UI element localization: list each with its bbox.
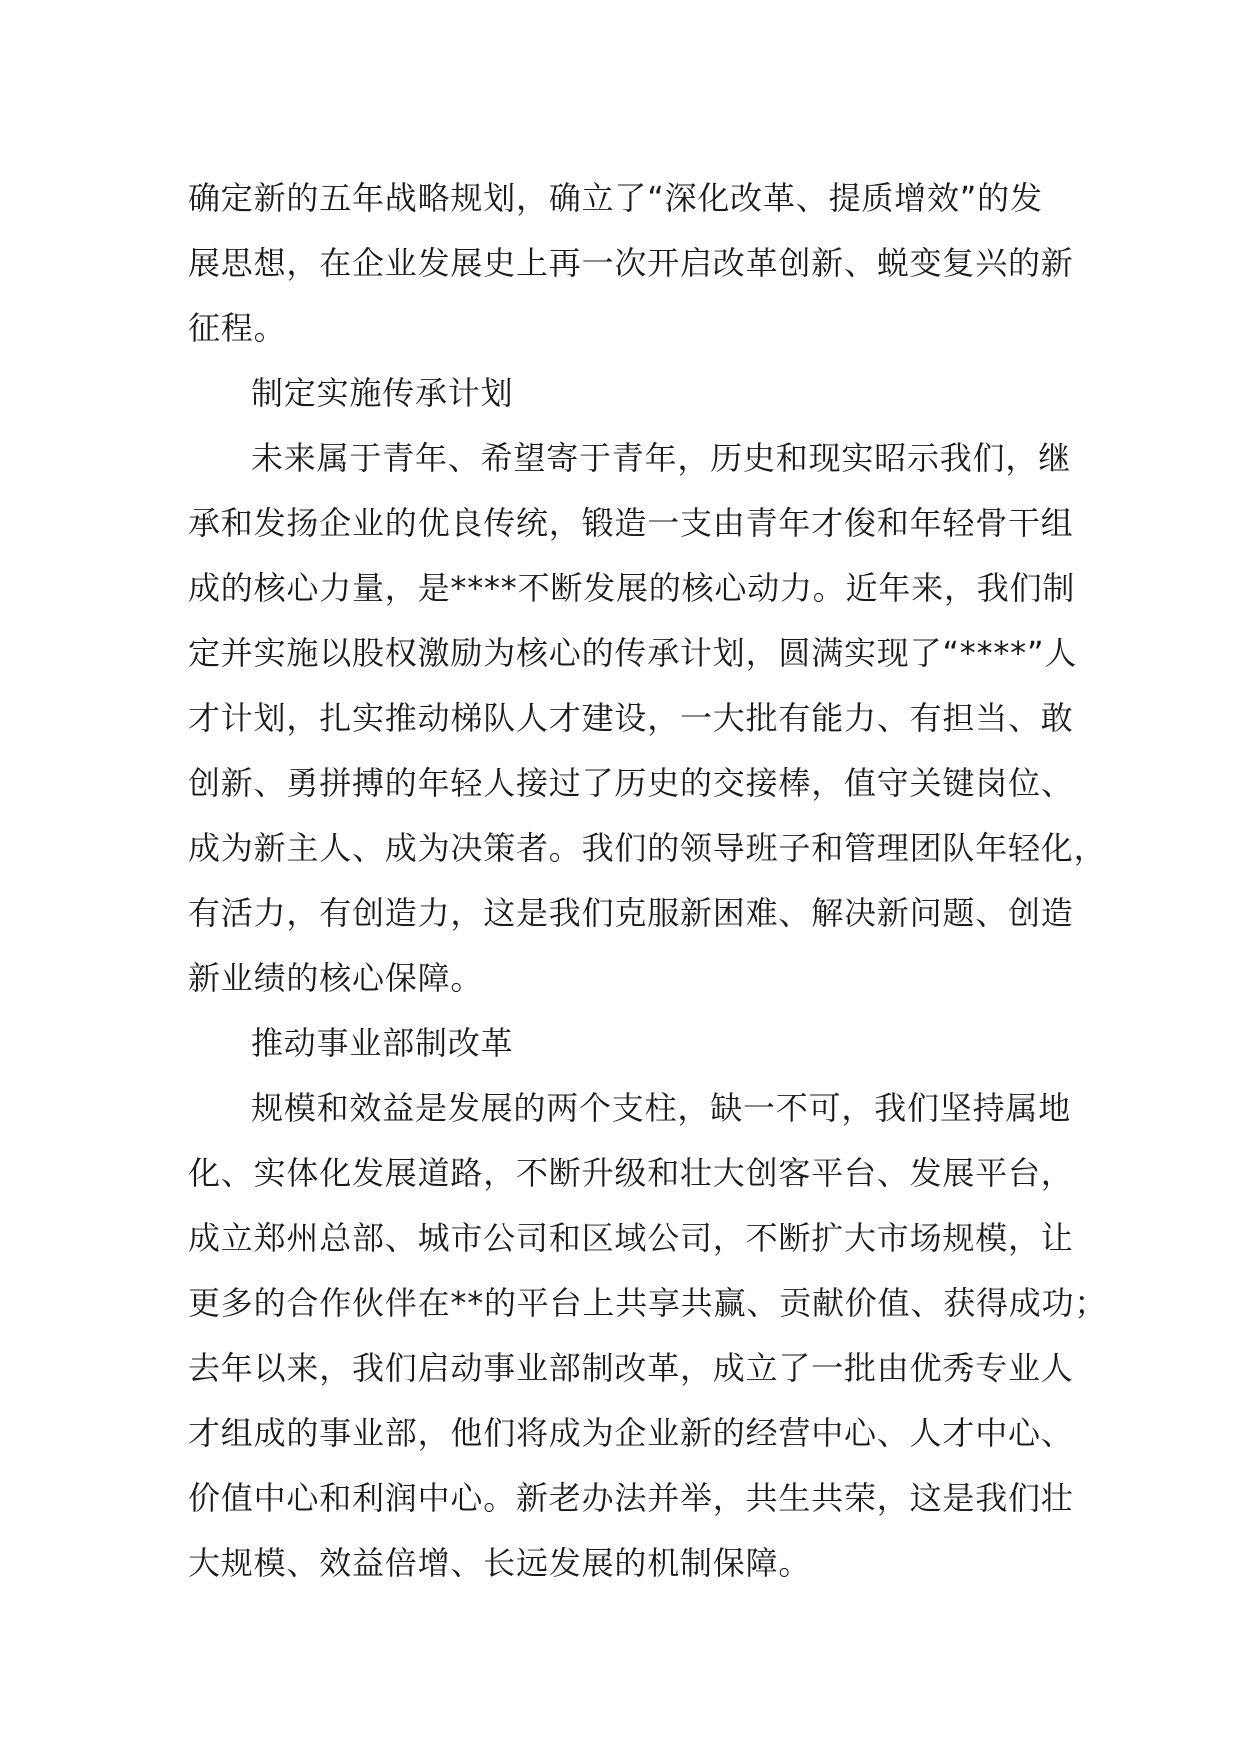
paragraph-line: 才计划，扎实推动梯队人才建设，一大批有能力、有担当、敢 <box>188 699 1074 737</box>
paragraph-line: 未来属于青年、希望寄于青年，历史和现实昭示我们，继 <box>251 439 1072 477</box>
paragraph-line: 展思想，在企业发展史上再一次开启改革创新、蜕变复兴的新 <box>188 244 1074 282</box>
paragraph-line: 化、实体化发展道路，不断升级和壮大创客平台、发展平台， <box>188 1154 1074 1192</box>
paragraph-line: 有活力，有创造力，这是我们克服新困难、解决新问题、创造 <box>188 894 1074 932</box>
paragraph-line: 创新、勇拼搏的年轻人接过了历史的交接棒，值守关键岗位、 <box>188 764 1074 802</box>
paragraph-line: 新业绩的核心保障。 <box>188 959 484 997</box>
paragraph-line: 成立郑州总部、城市公司和区域公司，不断扩大市场规模，让 <box>188 1219 1074 1257</box>
paragraph-line: 定并实施以股权激励为核心的传承计划，圆满实现了“****”人 <box>188 634 1078 672</box>
paragraph-line: 更多的合作伙伴在**的平台上共享共赢、贡献价值、获得成功； <box>188 1284 1108 1322</box>
paragraph-line: 规模和效益是发展的两个支柱，缺一不可，我们坚持属地 <box>251 1089 1072 1127</box>
document-body <box>188 166 1108 1596</box>
paragraph-line: 确定新的五年战略规划，确立了“深化改革、提质增效”的发 <box>188 179 1043 217</box>
paragraph-line: 承和发扬企业的优良传统，锻造一支由青年才俊和年轻骨干组 <box>188 504 1074 542</box>
paragraph-line: 大规模、效益倍增、长远发展的机制保障。 <box>188 1544 812 1582</box>
section-heading-succession-plan: 制定实施传承计划 <box>251 374 514 412</box>
paragraph-line: 去年以来，我们启动事业部制改革，成立了一批由优秀专业人 <box>188 1349 1074 1387</box>
section-heading-division-reform: 推动事业部制改革 <box>251 1024 514 1062</box>
paragraph-line: 征程。 <box>188 309 287 347</box>
paragraph-line: 价值中心和利润中心。新老办法并举，共生共荣，这是我们壮 <box>188 1479 1074 1517</box>
paragraph-line: 成的核心力量，是****不断发展的核心动力。近年来，我们制 <box>188 569 1076 607</box>
paragraph-line: 才组成的事业部，他们将成为企业新的经营中心、人才中心、 <box>188 1414 1074 1452</box>
paragraph-line: 成为新主人、成为决策者。我们的领导班子和管理团队年轻化， <box>188 829 1107 867</box>
